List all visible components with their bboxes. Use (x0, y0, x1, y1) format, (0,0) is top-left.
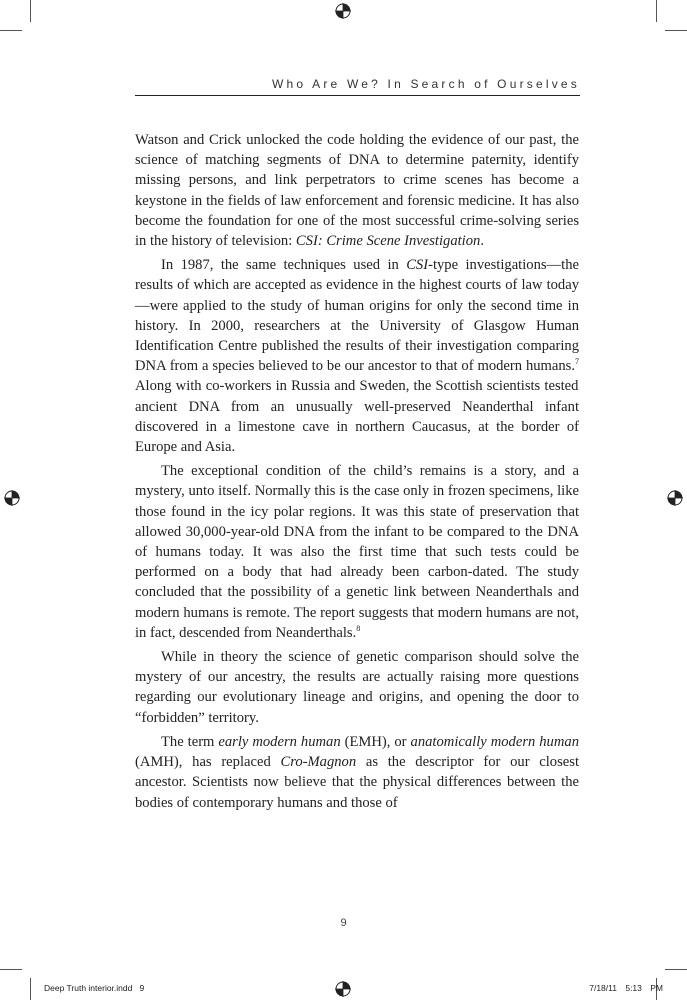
crop-mark-top-right (656, 0, 657, 22)
text-run: While in theory the science of genetic comparison should solve the mystery of our ancestry, the results are actually raising more questions regarding our evolutionary lineage and origins, and opening the door to “forbidden” territory. (135, 649, 579, 726)
paragraph (135, 732, 579, 813)
italic-text: Cro-Magnon (280, 754, 357, 771)
text-run: Watson and Crick unlocked the code holding the evidence of our past, the science of matching segments of DNA to determine paternity, identify missing persons, and link perpetrators to crime scenes has become a keystone in the fields of law enforcement and forensic medicine. It has also become the foundation for one of the most successful crime-solving series in the history of television: (135, 132, 579, 250)
footnote-reference: 7 (575, 357, 579, 367)
crop-mark-right-bottom (665, 969, 687, 970)
paragraph (135, 130, 579, 251)
registration-mark-icon (4, 490, 20, 506)
crop-mark-bottom-left (30, 978, 31, 1000)
header-rule (135, 95, 580, 96)
body-text (135, 130, 579, 817)
page-number: 9 (340, 917, 347, 929)
registration-mark-icon (335, 981, 351, 997)
italic-text: early modern human (218, 733, 341, 750)
crop-mark-left-top (0, 30, 22, 31)
text-run: . (480, 233, 484, 250)
paragraph (135, 461, 579, 643)
paragraph (135, 255, 579, 457)
registration-mark-icon (335, 3, 351, 19)
footnote-reference: 8 (356, 623, 361, 633)
text-run: -type investigations—the results of which are accepted as evidence in the highest courts of law today—were applied to the study of human origins for only the second time in history. In 2000, researchers at the University of Glasgow Human Identification Centre published the results of their investigation comparing DNA from a species believed to be our ancestor to that of modern humans. (135, 257, 579, 375)
text-run: The exceptional condition of the child’s remains is a story, and a mystery, unto itself. Normally this is the case only in frozen specimens, like those found in the icy polar regions. It was this state of preservation that allowed 30,000-year-old DNA from the infant to be compared to the DNA of humans today. It was also the first time that such tests could be performed on a body that had already been carbon-dated. The study concluded that the possibility of a genetic link between Neanderthals and modern humans is remote. The report suggests that modern humans are not, in fact, descended from Neanderthals. (135, 463, 579, 641)
italic-text: CSI: Crime Scene Investigation (295, 233, 481, 250)
slug-filename: Deep Truth interior.indd 9 (44, 983, 145, 993)
text-run: as the descriptor for our closest ancestor. Scientists now believe that the physical differences between the bodies of contemporary humans and those of (135, 754, 579, 811)
text-run: Along with co-workers in Russia and Sweden, the Scottish scientists tested ancient DNA from an unusually well-preserved Neanderthal infant discovered in a limestone cave in northern Caucasus, at the border of Europe and Asia. (135, 378, 579, 456)
crop-mark-top-left (30, 0, 31, 22)
italic-text: CSI (406, 257, 429, 274)
text-run: The term (161, 733, 219, 750)
slug-timestamp (589, 983, 663, 993)
slug-date: 7/18/11 (589, 983, 617, 993)
registration-mark-icon (667, 490, 683, 506)
slug-time: 5:13 PM (625, 983, 663, 993)
running-head: Who Are We? In Search of Ourselves (271, 77, 580, 91)
crop-mark-left-bottom (0, 969, 22, 970)
text-run: (EMH), or (340, 733, 411, 750)
crop-mark-right-top (665, 30, 687, 31)
italic-text: anatomically modern human (410, 733, 579, 750)
paragraph (135, 647, 579, 728)
text-run: (AMH), has replaced (135, 754, 281, 771)
text-run: In 1987, the same techniques used in (161, 257, 407, 274)
